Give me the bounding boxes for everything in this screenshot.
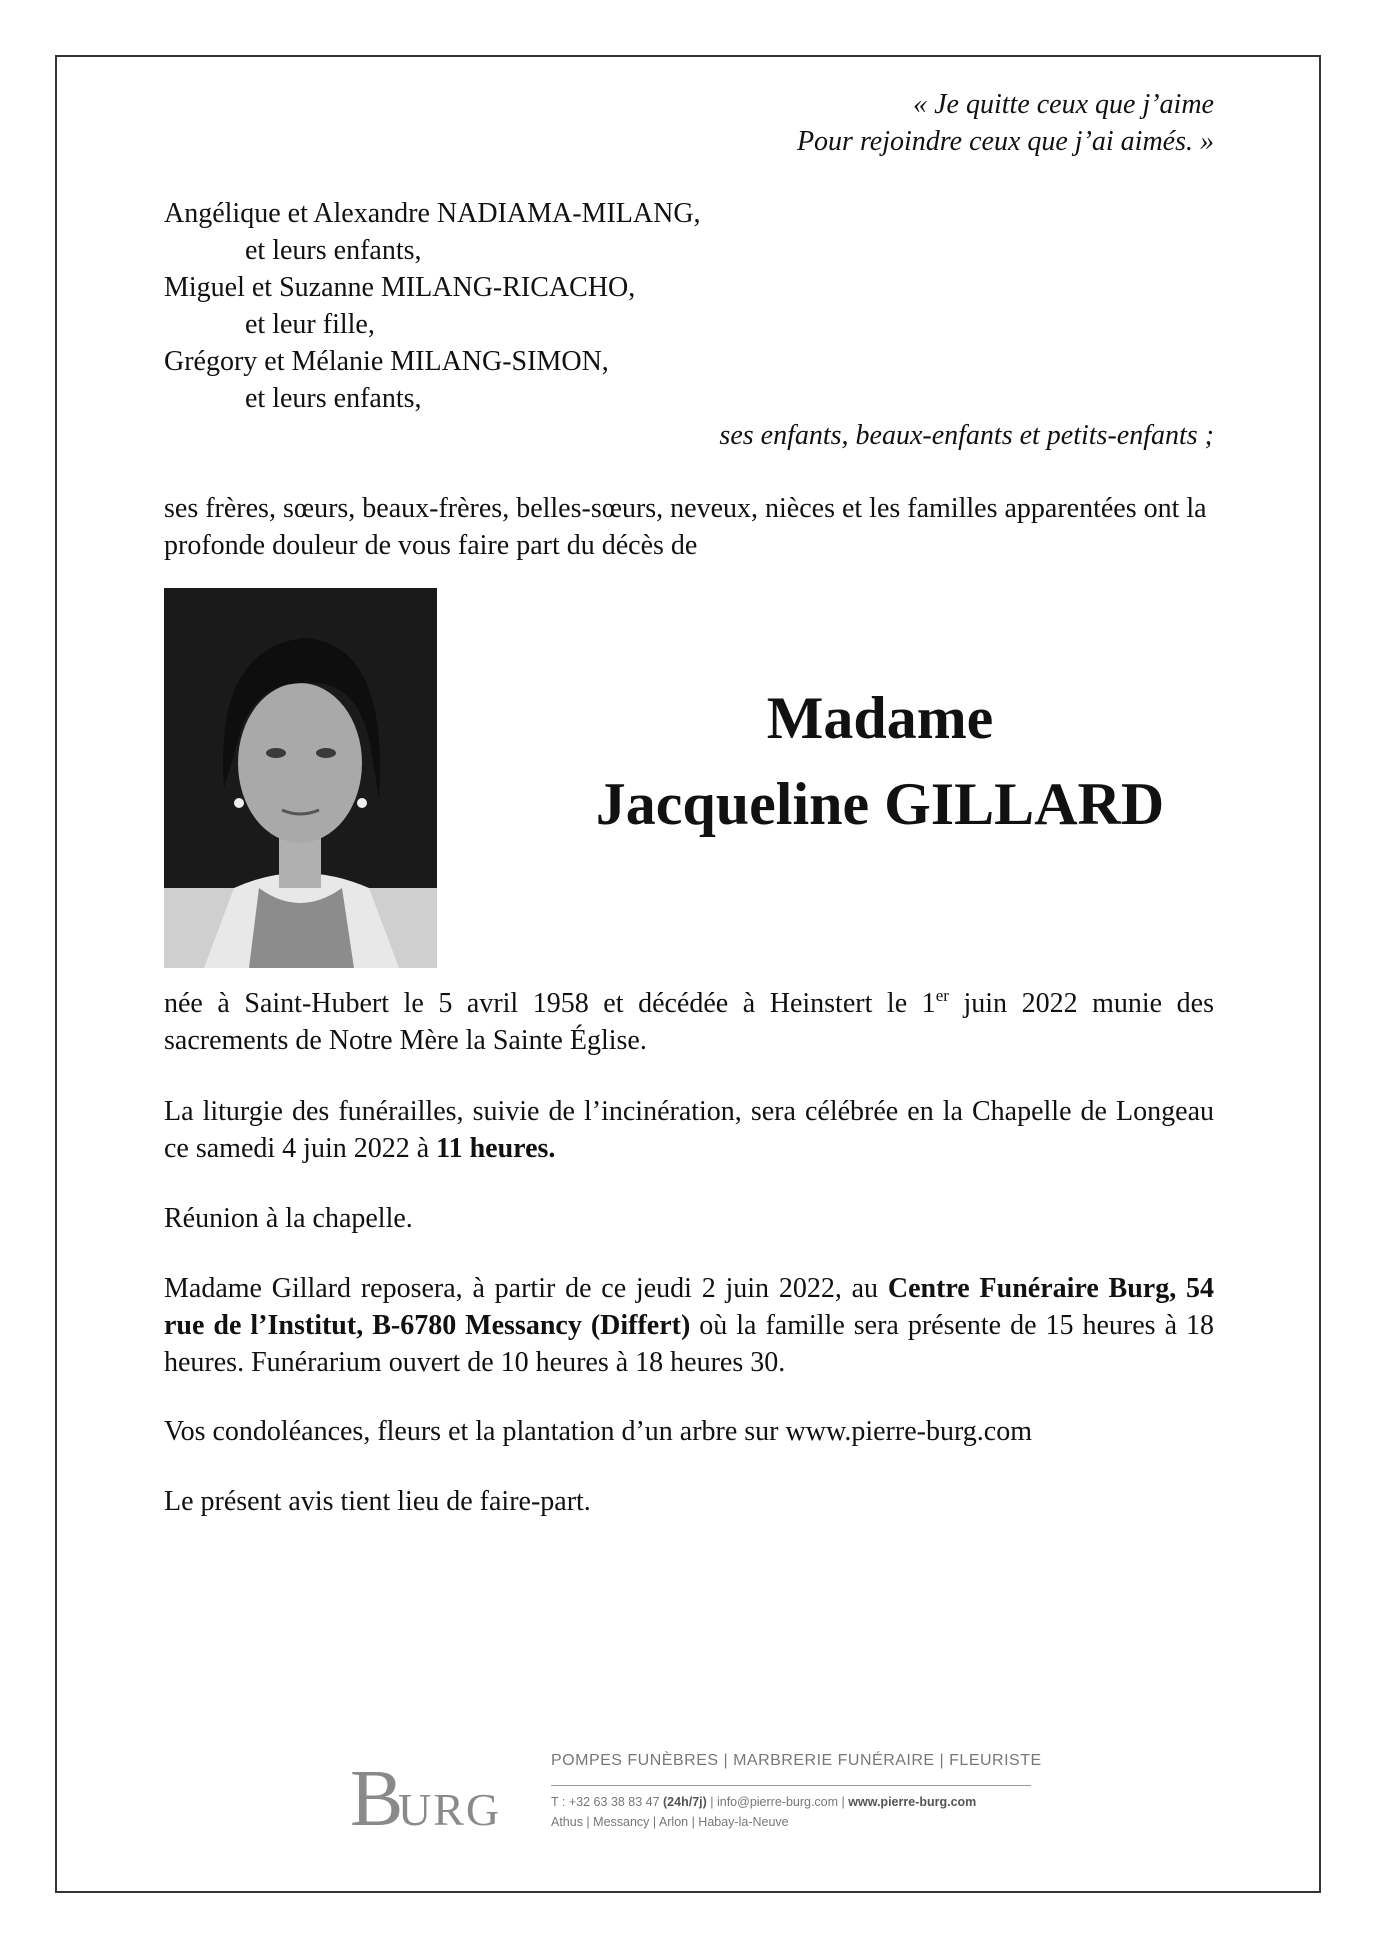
family-line: Miguel et Suzanne MILANG-RICACHO,	[164, 272, 636, 303]
footer-services: POMPES FUNÈBRES | MARBRERIE FUNÉRAIRE | FLEURISTE	[551, 1752, 1042, 1769]
footer-email[interactable]: | info@pierre-burg.com |	[706, 1795, 849, 1809]
family-line: et leurs enfants,	[245, 383, 422, 414]
burg-logo	[350, 1750, 510, 1830]
quote-line-1: « Je quitte ceux que j’aime	[913, 89, 1214, 120]
family-line: Grégory et Mélanie MILANG-SIMON,	[164, 346, 609, 377]
birth-death-text-1: née à Saint-Hubert le 5 avril 1958 et décédée à Heinstert le 1	[164, 988, 936, 1019]
deceased-title: Madame	[766, 685, 994, 751]
logo-letters-urg: URG	[398, 1784, 502, 1830]
portrait-photo	[164, 588, 437, 968]
liturgy-text: La liturgie des funérailles, suivie de l’incinération, sera célébrée en la Chapelle de Longeau ce samedi 4 juin 2022 à	[164, 1096, 1214, 1164]
portrait-illustration	[164, 588, 437, 968]
deceased-name: Jacqueline GILLARD	[595, 771, 1165, 837]
family-line: et leurs enfants,	[245, 235, 422, 266]
repose-text-2: où la famille sera présente de 15 heures à 18 heures. Funérarium ouvert de 10 heures à 18 heures 30.	[164, 1310, 1214, 1378]
liturgy-paragraph	[164, 1093, 1214, 1167]
quote-line-2: Pour rejoindre ceux que j’ai aimés. »	[796, 126, 1214, 157]
family-block	[164, 195, 1214, 454]
deceased-name-block	[520, 675, 1240, 847]
quote	[164, 86, 1214, 160]
footer-contact	[551, 1795, 976, 1809]
repose-location: Centre Funéraire Burg, 54 rue de l’Institut, B-6780 Messancy (Differt)	[164, 1273, 1214, 1341]
birth-death-superscript: er	[935, 986, 949, 1005]
family-summary: ses enfants, beaux-enfants et petits-enfants ;	[719, 420, 1214, 451]
birth-death-paragraph	[164, 985, 1214, 1059]
birth-death-text-2: juin 2022 munie des sacrements de Notre Mère la Sainte Église.	[164, 988, 1214, 1056]
family-line: et leur fille,	[245, 309, 375, 340]
footer-website[interactable]: www.pierre-burg.com	[848, 1795, 977, 1809]
liturgy-time: 11 heures.	[436, 1133, 556, 1164]
repose-text-1: Madame Gillard reposera, à partir de ce jeudi 2 juin 2022, au	[164, 1273, 888, 1304]
logo-letter-b: B	[350, 1755, 404, 1830]
condolences-paragraph: Vos condoléances, fleurs et la plantation d’un arbre sur www.pierre-burg.com	[164, 1416, 1032, 1447]
footer-phone-hours: (24h/7j)	[663, 1795, 707, 1809]
family-line: Angélique et Alexandre NADIAMA-MILANG,	[164, 198, 701, 229]
repose-paragraph	[164, 1270, 1214, 1381]
footer-locations: Athus | Messancy | Arlon | Habay-la-Neuve	[551, 1815, 789, 1829]
reunion-paragraph: Réunion à la chapelle.	[164, 1203, 413, 1234]
footer-divider	[551, 1785, 1031, 1786]
footer-phone: T : +32 63 38 83 47	[551, 1795, 664, 1809]
notice-paragraph: Le présent avis tient lieu de faire-part.	[164, 1486, 591, 1517]
announcement: ses frères, sœurs, beaux-frères, belles-sœurs, neveux, nièces et les familles apparentées ont la profonde douleur de vous faire part du décès de	[164, 493, 1207, 561]
